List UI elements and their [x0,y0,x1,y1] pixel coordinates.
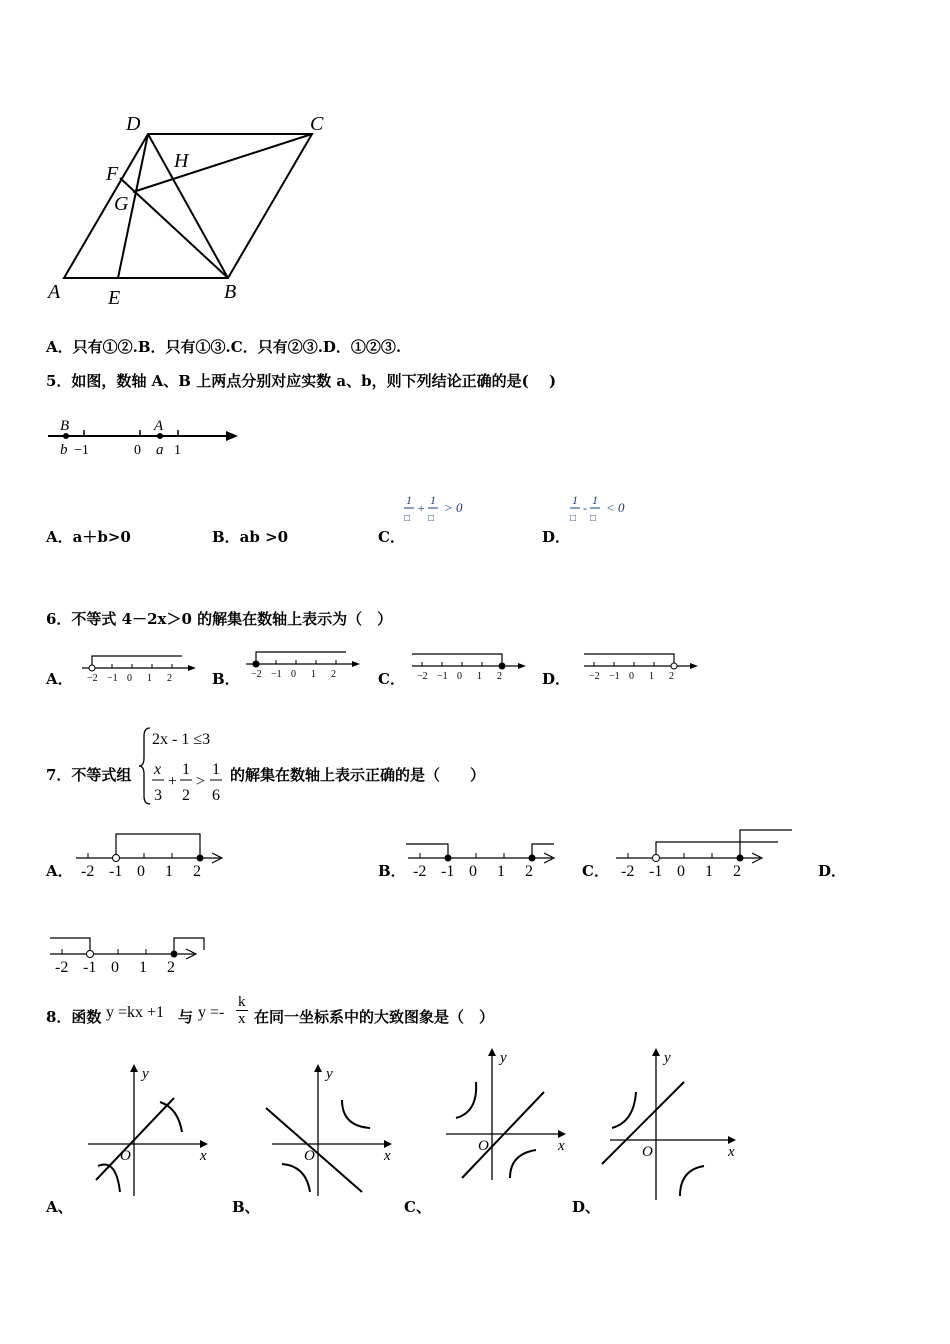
tick-label: −2 [417,671,428,682]
q7-option-d-label: D． [818,862,847,880]
q5-number-line [44,414,244,464]
endpoint-closed [197,855,204,862]
q8-function-2-frac: $\frac{k}{x}$ [238,994,246,1027]
endpoint [499,663,505,669]
x-axis-label: x [728,1144,735,1160]
q8-function-1: y =kx +1 [106,1004,165,1021]
line-graph [266,1108,362,1192]
y-axis-label: y [142,1066,149,1082]
q8-graph-b [258,1062,398,1198]
tick-label-1: 1 [174,443,181,458]
point-b-label: B [60,418,70,434]
y-axis-arrow [130,1064,138,1072]
tick-label: 2 [167,673,172,684]
q7-stem-prefix: 7．不等式组 [46,766,132,784]
svg-text:□: □ [570,513,577,524]
q6-number-line-a [80,648,200,684]
y-axis-arrow [652,1048,660,1056]
label-g: G [114,193,129,215]
tick-label: -2 [81,863,95,880]
q8-graph-a [74,1062,214,1198]
tick-label: 2 [497,671,502,682]
parallelogram-figure [40,110,340,310]
q5-option-a: A．a＋b>0 [46,528,131,546]
svg-text:1: 1 [592,493,598,507]
label-b: B [224,281,237,303]
tick-label: 1 [649,671,654,682]
tick-label: 0 [469,863,477,880]
x-axis-arrow [728,1136,736,1144]
svg-text:>: > [196,773,206,790]
q7-option-c-label: C． [582,862,609,880]
segment-fb [120,178,228,278]
tick-label: 2 [525,863,533,880]
q7-number-line-d [46,922,206,976]
tick-label-0: 0 [134,443,141,458]
svg-text:□: □ [590,513,597,524]
endpoint-open [653,855,660,862]
q7-stem-suffix: 的解集在数轴上表示正确的是（ ） [230,766,486,784]
y-axis-arrow [314,1064,322,1072]
axis-arrow [352,661,360,667]
tick-label: -2 [621,863,635,880]
tick-label: -2 [413,863,427,880]
hyperbola-branch-q2 [612,1092,636,1128]
svg-text:1: 1 [572,493,578,507]
q8-option-d-label: D、 [572,1198,601,1216]
tick-label: 1 [705,863,713,880]
tick-label: −1 [107,673,118,684]
tick-label: 2 [193,863,201,880]
q6-option-a-label: A． [46,670,73,688]
label-d: D [126,113,141,135]
line-graph [462,1092,544,1178]
origin-label: O [304,1148,315,1164]
y-axis-arrow [488,1048,496,1056]
axis-arrow [690,663,698,669]
q7-number-line-c [612,826,802,880]
x-axis-label: x [558,1138,565,1154]
tick-label: 0 [291,669,296,680]
right-bracket [174,938,204,954]
q6-number-line-b [244,644,364,680]
q5-option-b: B．ab >0 [212,528,289,546]
q8-stem-suffix: 在同一坐标系中的大致图象是（ ） [254,1008,495,1026]
tick-label: 0 [677,863,685,880]
q7-option-a-label: A． [46,862,73,880]
svg-text:2: 2 [182,787,190,804]
solution-bracket [412,654,502,666]
q7-ineq-1: 2x - 1 ≤3 [152,731,211,748]
tick-label: −1 [609,671,620,682]
endpoint-open [87,951,94,958]
label-f: F [106,163,119,185]
q7-number-line-b [404,826,564,880]
svg-text:+: + [168,773,178,790]
q6-option-c-label: C． [378,670,405,688]
hyperbola-branch-q3 [282,1164,310,1192]
hyperbola-branch-q4 [680,1166,704,1196]
tick-label: −1 [437,671,448,682]
q7-number-line-a [72,826,232,880]
hyperbola-branch-q1 [342,1100,370,1128]
q5-option-c-expression [402,492,482,526]
endpoint-closed [737,855,744,862]
axis-arrow [518,663,526,669]
tick-label: −2 [87,673,98,684]
origin-label: O [642,1144,653,1160]
q8-graph-c [432,1046,572,1182]
tick-label-minus1: −1 [74,443,89,458]
q8-graph-d [596,1046,742,1202]
solution-bracket [656,842,778,858]
hyperbola-branch-q4 [510,1150,536,1178]
svg-text:1: 1 [182,761,190,778]
hyperbola-branch-q3 [98,1164,120,1192]
q4-options: A．只有①②.B．只有①③.C．只有②③.D．①②③. [46,338,402,356]
tick-label: −2 [251,669,262,680]
endpoint-closed [529,855,536,862]
endpoint-closed [171,951,178,958]
label-e: E [108,287,121,309]
svg-text:x: x [154,761,162,778]
x-axis-arrow [384,1140,392,1148]
svg-text:1: 1 [406,493,412,507]
tick-label: 0 [137,863,145,880]
svg-text:> 0: > 0 [444,500,463,515]
tick-label: -2 [55,959,69,976]
hyperbola-branch-q1 [160,1102,182,1132]
svg-text:-: - [583,501,587,515]
q8-stem-prefix: 8．函数 [46,1008,102,1026]
svg-text:□: □ [428,513,435,524]
solution-bracket [584,654,674,666]
label-c: C [310,113,324,135]
y-axis-label: y [664,1050,671,1066]
q8-function-2-lhs: y =- [198,1004,225,1021]
endpoint [89,665,95,671]
tick-label: −2 [589,671,600,682]
y-axis-label: y [326,1066,333,1082]
endpoint [253,661,259,667]
segment-cg [133,134,312,192]
tick-label: 2 [167,959,175,976]
tick-label: 0 [111,959,119,976]
x-axis-arrow [558,1130,566,1138]
line-graph [96,1098,174,1180]
tick-label: −1 [271,669,282,680]
hyperbola-branch-q2 [456,1082,476,1118]
q5-stem: 5．如图，数轴 A、B 上两点分别对应实数 a、b，则下列结论正确的是( ) [46,372,557,390]
label-a: A [48,281,61,303]
tick-label: 1 [165,863,173,880]
q8-option-b-label: B、 [232,1198,260,1216]
tick-label: 1 [311,669,316,680]
tick-label: 1 [497,863,505,880]
point-a-label: A [154,418,164,434]
tick-label: 0 [629,671,634,682]
solution-bracket [116,834,200,858]
x-axis-label: x [384,1148,391,1164]
x-axis-label: x [200,1148,207,1164]
q5-option-d-expression [568,492,648,526]
q6-number-line-d [582,646,702,682]
tick-label: -1 [649,863,663,880]
svg-text:6: 6 [212,787,220,804]
q6-option-d-label: D． [542,670,571,688]
q5-option-d-label: D． [542,528,571,546]
svg-text:1: 1 [430,493,436,507]
svg-text:< 0: < 0 [606,500,625,515]
endpoint-closed [445,855,452,862]
origin-label: O [120,1148,131,1164]
tick-label: 0 [457,671,462,682]
solution-bracket [92,656,182,668]
svg-text:□: □ [404,513,411,524]
q5-option-c-label: C． [378,528,405,546]
x-axis-arrow [200,1140,208,1148]
tick-label: 1 [147,673,152,684]
endpoint-open [113,855,120,862]
tick-label: 2 [733,863,741,880]
q7-option-b-label: B． [378,862,406,880]
value-a-label: a [156,442,164,458]
tick-label: 2 [669,671,674,682]
q8-option-c-label: C、 [404,1198,431,1216]
q6-stem: 6．不等式 4－2x＞0 的解集在数轴上表示为（ ） [46,610,393,628]
tick-label: 0 [127,673,132,684]
tick-label: -1 [109,863,123,880]
q7-inequality-system [138,724,230,808]
q6-number-line-c [410,646,530,682]
tick-label: 1 [139,959,147,976]
tick-label: -1 [441,863,455,880]
tick-label: 1 [477,671,482,682]
value-b-label: b [60,442,68,458]
endpoint [671,663,677,669]
solution-bracket [740,830,792,858]
label-h: H [174,150,189,172]
q8-option-a-label: A、 [46,1198,73,1216]
tick-label: 2 [331,669,336,680]
solution-bracket [256,652,346,664]
q6-option-b-label: B． [212,670,240,688]
y-axis-label: y [500,1050,507,1066]
tick-label: -1 [83,959,97,976]
origin-label: O [478,1138,489,1154]
svg-text:+: + [417,501,426,515]
left-bracket [406,844,448,858]
svg-text:3: 3 [154,787,162,804]
axis-arrow [188,665,196,671]
q8-conj: 与 [178,1008,194,1026]
svg-text:1: 1 [212,761,220,778]
left-bracket [50,938,90,954]
